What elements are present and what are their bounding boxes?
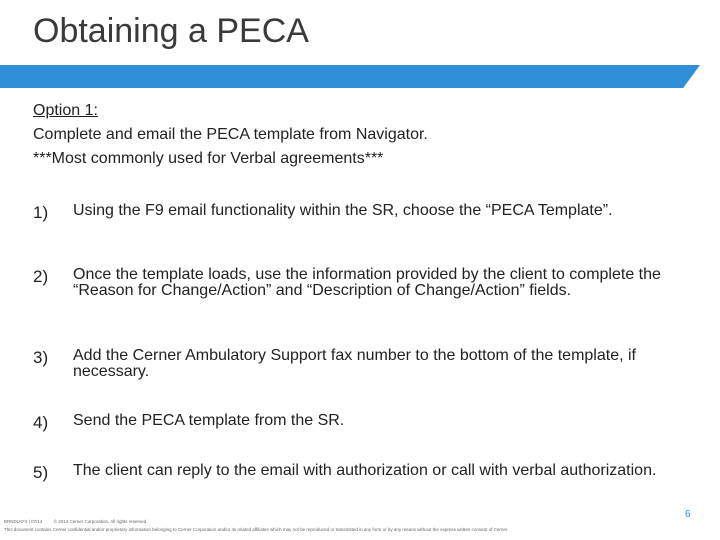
title-accent-bar: [0, 65, 700, 88]
footer-copyright: © 2014 Cerner Corporation. All rights reserved.: [53, 519, 148, 524]
intro-block: [33, 99, 428, 171]
step-number: 3): [33, 348, 49, 367]
footer-doc-id: BRNDLKF2 | 07/14: [4, 519, 43, 524]
step-text: Add the Cerner Ambulatory Support fax number to the bottom of the template, if necessary.: [73, 347, 636, 380]
option-label: Option 1:: [33, 102, 98, 119]
step-number: 4): [33, 413, 49, 432]
intro-line-1: Complete and email the PECA template from Navigator.: [33, 126, 428, 143]
step-number: 5): [33, 463, 49, 482]
step-text: The client can reply to the email with authorization or call with verbal authorization.: [73, 462, 657, 479]
footer-confidential: This document contains Cerner confidential and/or proprietary information belonging to Cerner Corporation and/or its related affiliates which may not be reproduced or transmitted in any form or by any means without the express written consent of Cerner.: [4, 527, 509, 532]
step-text: Once the template loads, use the information provided by the client to complete the “Reason for Change/Action” and “Description of Change/Action” fields.: [73, 266, 661, 299]
page-number: 6: [685, 509, 691, 520]
step-number: 2): [33, 267, 49, 286]
step-text: Send the PECA template from the SR.: [73, 412, 345, 429]
footer: [4, 518, 704, 534]
intro-line-2: ***Most commonly used for Verbal agreements***: [33, 150, 384, 167]
step-text: Using the F9 email functionality within the SR, choose the “PECA Template”.: [73, 202, 613, 219]
step-number: 1): [33, 203, 49, 222]
slide-title: Obtaining a PECA: [33, 12, 309, 50]
